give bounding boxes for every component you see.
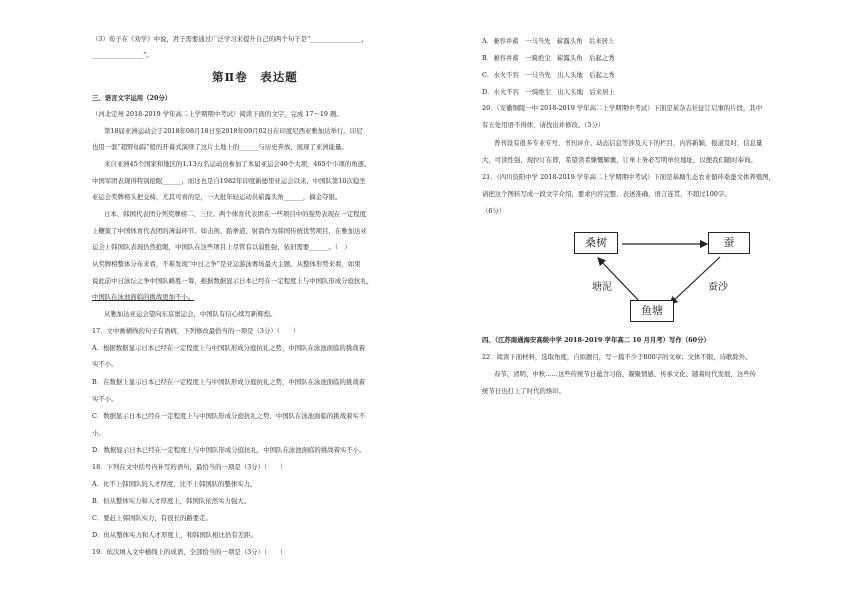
passage-line: 从奖牌榜整体分布来看，不难发现“中日之争”是亚运游泳赛场最大主题。从整体形势来看，如果 — [92, 260, 361, 268]
q22-material: 统节日也打上了时代的烙印。 — [482, 387, 566, 395]
question-20-cont: 有五处用语不得体，请找出并修改。（5分） — [482, 121, 605, 129]
question-22: 22．阅读下面材料，选取角度，自拟题目，写一篇不少于800字的文章；文体不限，诗歌除外。 — [482, 353, 752, 361]
question-21-cont: 请把这个图转写成一段文字介绍，要求内容完整，表述准确，语言连贯，不超过100字。 — [482, 190, 731, 198]
section-4-heading: 四、（江苏南通海安高级中学 2018-2019 学年高二 10 月月考）写作（60分） — [482, 336, 710, 344]
passage-intro: （河北定州 2018-2019 学年高二上学期期中考试）阅读下面的文字，完成 17～19 题。 — [92, 110, 343, 118]
q3-line-1: （3）荀子在《劝学》中说，君子需要通过广泛学习来提升自己的两个句子是“________________， — [92, 35, 368, 43]
section-3-heading: 三、语言文字运用（20分） — [92, 94, 172, 102]
edge-label-silkworm-sand: 蚕沙 — [708, 282, 728, 293]
passage-line: 第18届亚洲运动会于2018年08月18日至2018年09月02日在印度尼西亚雅加达举行。印尼 — [104, 127, 363, 135]
section-title: 第Ⅱ卷 表达题 — [212, 70, 298, 84]
passage-line: 上鞭策了中国体育代表团的薄弱环节。如击剑、跆拳道、射箭作为韩国传统优势项目，在雅加达亚 — [92, 227, 367, 235]
ecology-cycle-diagram — [572, 224, 752, 328]
q20-text: 普刊设有很多专业专号、书刊评介、动态信息等涉及天下的栏目，内容新颖，报道及时，信息量 — [494, 139, 763, 147]
q18-option-c: C．要赶上韩国队实力，有很长的路要走。 — [92, 514, 212, 522]
passage-line: 也用一套“超野仙踪”般的开幕式演绎了这片土地上的______与历史奔放，展现了亚洲能量。 — [92, 143, 348, 151]
q17-option-c: C．数据显示日本已经在一定程度上与中国队形成分庭抗礼之势，中国队在泳池面临的挑战着实不 — [92, 412, 366, 420]
q22-material: 春节、清明、中秋……这些传统节日蕴含习俗、凝聚情感、传承文化、随着时代发展，这些传 — [494, 370, 757, 378]
passage-line: 亚运会奖牌榜头把交椅，尤其可喜的是，一大批年轻运动员崭露头角______，摘金夺银。 — [92, 193, 342, 201]
q17-option-a-cont: 实不小。 — [92, 360, 118, 368]
question-21-points: （6分） — [482, 207, 506, 215]
passage-line-underlined: 中国队在泳池面临的挑战更加不小。 — [92, 293, 195, 301]
q17-option-c-cont: 小。 — [92, 429, 105, 437]
node-fishpond: 鱼塘 — [630, 300, 674, 322]
q18-option-d: D．但从整体实力和人才厚度上，和韩国队相比仍有差距。 — [92, 531, 257, 539]
q19-option-b: B．兼容并蓄 一骑绝尘 崭露头角 后起之秀 — [482, 54, 615, 62]
passage-line: 日本、韩国代表团分列奖牌榜二、三位。两个体育代表团在一些项目中的强势表现在一定程度 — [104, 210, 367, 218]
q3-line-2: ________________”。 — [92, 51, 153, 59]
passage-line-underlined: 说此前中日泳坛之争中国队略胜一筹，根据数据显示日本已经在一定程度上与中国队形成分庭抗礼， — [92, 277, 374, 285]
q20-text: 大，可读性强，现拉订在即，希望读者慷慨解囊，订单上务必写明单位地址，以便我们随时奉询。 — [482, 156, 757, 164]
q19-option-d: D．水火不容 一骑绝尘 出人头地 后来居上 — [482, 88, 615, 96]
passage-line: 从雅加达亚运会望向东京奥运会，中国队有信心续写新辉煌。 — [104, 310, 277, 318]
question-21: 21．（四川资阳中学 2018-2019 学年高二上学期期中考试）下面是基塘生态农业循环桑蚕文体养殖图， — [482, 173, 775, 181]
q19-option-a: A．兼容并蓄 一马当先 崭露头角 后来居上 — [482, 37, 615, 45]
passage-line: 来自亚洲45个国家和地区的1.13万名运动员参加了本届亚运会40个大项，465个小项的角逐。 — [104, 160, 371, 168]
q17-option-a: A．根据数据显示日本已经在一定程度上与中国队形成分庭抗礼之势，中国队在泳池面临的挑战着 — [92, 344, 366, 352]
edge-label-pond-mud: 塘泥 — [592, 282, 612, 293]
node-silkworm: 蚕 — [708, 232, 750, 254]
question-18: 18．下列在文中括号内补写的语句，最恰当的一项是（3分）（ ） — [92, 463, 287, 471]
node-mulberry: 桑树 — [574, 232, 618, 254]
passage-line: 中国军团表现得特别抢眼______，而这也是自1982年印度新德里亚运会以来，中国队第10次稳坐 — [92, 177, 366, 185]
q19-option-c: C．水火不容 一马当先 出人头地 后起之秀 — [482, 71, 615, 79]
passage-line: 运会上韩国队表现仍然抢眼，中国队在这些项目上尽管有以弱胜强，依旧需要______。（ ） — [92, 243, 351, 251]
question-17: 17．文中画横线的句子有语病，下列修改最恰当的一项是（3分）（ ） — [92, 327, 300, 335]
q18-option-a: A．比不上韩国队的人才厚度，比不上韩国队的整体实力。 — [92, 480, 257, 488]
question-19: 19．依次填入文中横线上的成语，全部恰当的一项是（3分）（ ） — [92, 548, 287, 556]
q17-option-d: D．数据显示日本已经在一定程度上与中国队形成分庭抗礼，中国队在泳池面临的挑战着实不小。 — [92, 446, 366, 454]
q18-option-b: B．但从整体实力和人才厚度上，韩国队依然实力强大。 — [92, 497, 251, 505]
question-20: 20．（安徽铜陵一中 2018-2019 学年高二上学期期中考试）下面是某杂志社征订启事的片段，其中 — [482, 104, 763, 112]
q17-option-b-cont: 实不小。 — [92, 395, 118, 403]
q17-option-b: B．在数据上显示日本已经在一定程度上与中国队形成分庭抗礼之势，中国队在泳池面临的挑战着 — [92, 378, 366, 386]
